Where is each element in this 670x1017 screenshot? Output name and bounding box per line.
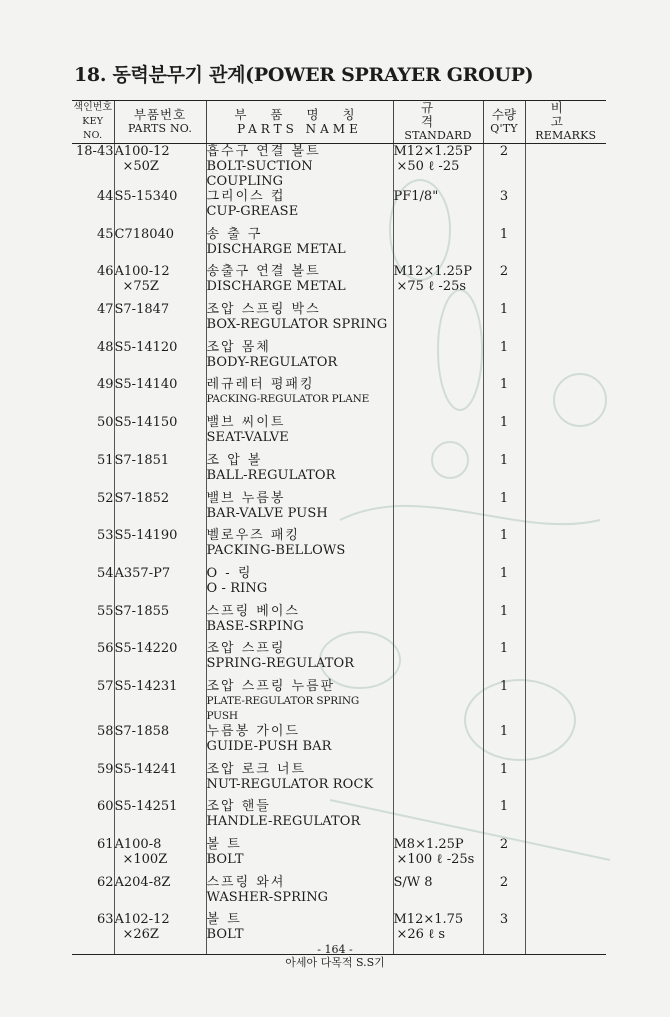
table-row: [72, 566, 606, 604]
parts-name-cell: [206, 144, 393, 190]
parts-no-cell: [114, 340, 206, 378]
parts-no-cell: [114, 377, 206, 415]
header-standard: 규 격 STANDARD: [393, 101, 483, 144]
key-no: 56: [96, 641, 114, 657]
part-name-english: PACKING-REGULATOR PLANE: [206, 393, 370, 406]
parts-no-cell: [114, 875, 206, 913]
qty: 1: [499, 490, 509, 506]
key-no-cell: [72, 189, 114, 227]
page-footer: [0, 943, 670, 969]
header-parts-name: 부 품 명 칭 PARTS NAME: [206, 101, 393, 144]
parts-name-cell: [206, 837, 393, 875]
parts-no-cell: [114, 227, 206, 265]
header-qty: 수량 Q'TY: [483, 101, 525, 144]
part-name-english: PACKING-BELLOWS: [206, 543, 346, 559]
parts-no-cell: [114, 491, 206, 529]
part-name-english: WASHER-SPRING: [206, 889, 329, 905]
parts-no-cell: [114, 453, 206, 491]
part-name-korean: 벨로우즈 패킹: [206, 528, 300, 544]
key-no-cell: [72, 227, 114, 265]
qty-cell: [483, 491, 525, 529]
standard-cell: [393, 144, 483, 190]
parts-no: S5-14150: [114, 415, 178, 431]
part-name-english: BASE-SRPING: [206, 618, 304, 634]
part-name-english: DISCHARGE METAL: [206, 279, 346, 295]
standard-spec: M12×1.25P: [393, 264, 472, 280]
qty: 1: [499, 565, 509, 581]
table-row: [72, 415, 606, 453]
parts-name-cell: [206, 415, 393, 453]
parts-no: A100-8: [114, 837, 162, 852]
qty: 2: [499, 264, 509, 280]
key-no: 48: [96, 339, 114, 355]
standard-cell: [393, 724, 483, 762]
parts-no-cell: [114, 641, 206, 679]
qty-cell: [483, 415, 525, 453]
part-name-korean: 스프링 와셔: [206, 874, 286, 890]
part-name-korean: 볼 트: [206, 912, 242, 928]
remarks-cell: [525, 604, 606, 642]
key-no-cell: [72, 377, 114, 415]
standard-cell: [393, 679, 483, 724]
qty: 1: [499, 226, 509, 242]
remarks-cell: [525, 189, 606, 227]
standard-cell: [393, 377, 483, 415]
qty: 1: [499, 377, 509, 393]
part-name-english: SEAT-VALVE: [206, 430, 289, 446]
qty-cell: [483, 566, 525, 604]
part-name-english: PLATE-REGULATOR SPRING PUSH: [206, 694, 360, 722]
part-name-korean: 레규레터 평패킹: [206, 377, 315, 393]
qty-cell: [483, 875, 525, 913]
key-no: 57: [96, 678, 114, 694]
parts-no: S7-1855: [114, 603, 170, 619]
parts-name-cell: [206, 491, 393, 529]
key-no-cell: [72, 340, 114, 378]
parts-no-cell: [114, 762, 206, 800]
standard-spec: M12×1.75: [393, 912, 464, 928]
standard-spec: PF1/8": [393, 189, 439, 204]
table-row: [72, 762, 606, 800]
qty: 1: [499, 761, 509, 777]
part-name-english: BOLT: [206, 852, 244, 867]
part-name-english: BOX-REGULATOR SPRING: [206, 317, 388, 333]
qty-cell: [483, 144, 525, 190]
qty-cell: [483, 724, 525, 762]
key-no-cell: [72, 679, 114, 724]
parts-no-cell: [114, 144, 206, 190]
key-no-cell: [72, 264, 114, 302]
parts-name-cell: [206, 528, 393, 566]
remarks-cell: [525, 837, 606, 875]
key-no-cell: [72, 415, 114, 453]
standard-cell: [393, 302, 483, 340]
header-parts-no: 부품번호 PARTS NO.: [114, 101, 206, 144]
qty-cell: [483, 302, 525, 340]
part-name-english: BOLT: [206, 927, 244, 943]
standard-cell: [393, 415, 483, 453]
key-no: 44: [96, 189, 114, 204]
part-name-english: O - RING: [206, 580, 268, 596]
key-no: 50: [96, 415, 114, 431]
parts-name-cell: [206, 377, 393, 415]
table-row: [72, 875, 606, 913]
remarks-cell: [525, 377, 606, 415]
parts-name-cell: [206, 724, 393, 762]
parts-no: S5-14231: [114, 678, 178, 694]
key-no: 54: [96, 565, 114, 581]
parts-no-cell: [114, 264, 206, 302]
qty: 1: [499, 415, 509, 431]
qty: 1: [499, 723, 509, 739]
key-no: 49: [96, 377, 114, 393]
remarks-cell: [525, 528, 606, 566]
qty-cell: [483, 264, 525, 302]
qty: 1: [499, 528, 509, 544]
page-number: - 164 -: [317, 943, 353, 956]
key-no-cell: [72, 604, 114, 642]
table-row: [72, 528, 606, 566]
part-name-korean: 흡수구 연결 볼트: [206, 144, 321, 159]
table-row: [72, 724, 606, 762]
part-name-korean: 조압 스프링 박스: [206, 302, 321, 318]
qty: 1: [499, 452, 509, 468]
standard-cell: [393, 227, 483, 265]
key-no-cell: [72, 875, 114, 913]
part-name-english: BALL-REGULATOR: [206, 467, 336, 483]
part-name-korean: 그리이스 컵: [206, 189, 286, 204]
parts-name-cell: [206, 566, 393, 604]
parts-no: C718040: [114, 226, 175, 242]
page-title: 18. 동력분무기 관계(POWER SPRAYER GROUP): [74, 64, 534, 86]
table-row: [72, 453, 606, 491]
key-no-cell: [72, 144, 114, 190]
standard-cell: [393, 641, 483, 679]
parts-table: [72, 100, 606, 955]
parts-no-cell: [114, 724, 206, 762]
table-row: [72, 641, 606, 679]
part-name-korean: 송출구 연결 볼트: [206, 264, 321, 280]
part-name-korean: 밸브 씨이트: [206, 415, 286, 431]
parts-name-cell: [206, 189, 393, 227]
qty-cell: [483, 189, 525, 227]
remarks-cell: [525, 453, 606, 491]
qty: 1: [499, 603, 509, 619]
key-no-cell: [72, 837, 114, 875]
key-no-cell: [72, 724, 114, 762]
standard-cell: [393, 340, 483, 378]
key-no: 18-43: [76, 144, 114, 159]
key-no: 55: [96, 603, 114, 619]
part-name-korean: 밸브 누름봉: [206, 490, 286, 506]
key-no-cell: [72, 453, 114, 491]
qty-cell: [483, 679, 525, 724]
key-no-cell: [72, 566, 114, 604]
parts-no-cell: [114, 528, 206, 566]
table-header-row: [72, 101, 606, 144]
standard-cell: [393, 491, 483, 529]
qty-cell: [483, 227, 525, 265]
remarks-cell: [525, 227, 606, 265]
parts-name-cell: [206, 264, 393, 302]
remarks-cell: [525, 724, 606, 762]
parts-name-cell: [206, 302, 393, 340]
table-row: [72, 491, 606, 529]
parts-no: S5-14241: [114, 761, 178, 777]
qty-cell: [483, 340, 525, 378]
parts-name-cell: [206, 762, 393, 800]
parts-name-cell: [206, 679, 393, 724]
qty: 1: [499, 678, 509, 694]
qty-cell: [483, 453, 525, 491]
parts-no: A100-12: [114, 264, 170, 280]
key-no-cell: [72, 491, 114, 529]
parts-no-cell: [114, 415, 206, 453]
parts-name-cell: [206, 604, 393, 642]
part-name-english: BOLT-SUCTION COUPLING: [206, 159, 313, 189]
table-row: [72, 264, 606, 302]
key-no-cell: [72, 762, 114, 800]
parts-no: S5-14251: [114, 799, 178, 815]
parts-no: S7-1851: [114, 452, 170, 468]
qty: 2: [499, 144, 509, 159]
qty-cell: [483, 837, 525, 875]
key-no: 62: [96, 874, 114, 890]
part-name-korean: O - 링: [206, 565, 253, 581]
qty: 3: [499, 189, 509, 204]
standard-cell: [393, 762, 483, 800]
parts-no: S7-1852: [114, 490, 170, 506]
parts-no-cell: [114, 604, 206, 642]
part-name-korean: 조압 스프링: [206, 641, 286, 657]
key-no: 51: [96, 452, 114, 468]
standard-spec-line2: ×50 ℓ -25: [396, 159, 460, 174]
table-row: [72, 144, 606, 190]
qty: 2: [499, 874, 509, 890]
qty-cell: [483, 641, 525, 679]
part-name-english: NUT-REGULATOR ROCK: [206, 776, 374, 792]
key-no-cell: [72, 641, 114, 679]
table-row: [72, 227, 606, 265]
parts-no-cell: [114, 189, 206, 227]
part-name-english: CUP-GREASE: [206, 204, 299, 219]
standard-spec: M8×1.25P: [393, 837, 464, 852]
parts-name-cell: [206, 340, 393, 378]
parts-name-cell: [206, 641, 393, 679]
remarks-cell: [525, 641, 606, 679]
parts-no: S5-14120: [114, 339, 178, 355]
table-row: [72, 340, 606, 378]
qty: 3: [499, 912, 509, 928]
standard-spec-line2: ×100 ℓ -25s: [396, 852, 475, 867]
standard-spec-line2: ×26 ℓ s: [396, 927, 446, 943]
key-no: 58: [96, 723, 114, 739]
standard-cell: [393, 453, 483, 491]
parts-no: S5-15340: [114, 189, 178, 204]
header-key-no: 색인번호 KEY NO.: [72, 101, 114, 144]
parts-no: S5-14140: [114, 377, 178, 393]
part-name-english: BODY-REGULATOR: [206, 354, 338, 370]
parts-name-cell: [206, 799, 393, 837]
key-no: 63: [96, 912, 114, 928]
qty-cell: [483, 528, 525, 566]
qty-cell: [483, 604, 525, 642]
qty: 2: [499, 837, 509, 852]
standard-spec: S/W 8: [393, 874, 433, 890]
part-name-english: SPRING-REGULATOR: [206, 656, 355, 672]
standard-cell: [393, 528, 483, 566]
key-no: 61: [96, 837, 114, 852]
part-name-korean: 조압 핸들: [206, 799, 271, 815]
parts-no: A100-12: [114, 144, 170, 159]
part-name-korean: 조압 로크 너트: [206, 761, 307, 777]
qty-cell: [483, 377, 525, 415]
qty: 1: [499, 641, 509, 657]
part-name-korean: 송 출 구: [206, 226, 263, 242]
part-name-english: HANDLE-REGULATOR: [206, 814, 361, 830]
part-name-korean: 볼 트: [206, 837, 242, 852]
parts-name-cell: [206, 453, 393, 491]
standard-cell: [393, 604, 483, 642]
standard-spec-line2: ×75 ℓ -25s: [396, 279, 467, 295]
remarks-cell: [525, 491, 606, 529]
part-name-korean: 조압 스프링 누름판: [206, 678, 336, 694]
standard-cell: [393, 799, 483, 837]
part-name-korean: 조압 몸체: [206, 339, 271, 355]
parts-no: S7-1858: [114, 723, 170, 739]
remarks-cell: [525, 415, 606, 453]
standard-cell: [393, 837, 483, 875]
part-name-english: BAR-VALVE PUSH: [206, 505, 328, 521]
key-no: 60: [96, 799, 114, 815]
parts-no-cell: [114, 837, 206, 875]
parts-no-suffix: ×50Z: [122, 159, 159, 174]
parts-no-cell: [114, 566, 206, 604]
key-no: 47: [96, 302, 114, 318]
key-no: 59: [96, 761, 114, 777]
table-row: [72, 302, 606, 340]
table-row: [72, 189, 606, 227]
parts-name-cell: [206, 875, 393, 913]
key-no-cell: [72, 528, 114, 566]
part-name-korean: 스프링 베이스: [206, 603, 300, 619]
remarks-cell: [525, 799, 606, 837]
qty-cell: [483, 799, 525, 837]
remarks-cell: [525, 679, 606, 724]
table-row: [72, 837, 606, 875]
key-no-cell: [72, 799, 114, 837]
parts-no: S5-14190: [114, 528, 178, 544]
table-row: [72, 679, 606, 724]
remarks-cell: [525, 302, 606, 340]
standard-spec: M12×1.25P: [393, 144, 472, 159]
parts-no-suffix: ×75Z: [122, 279, 159, 295]
table-row: [72, 799, 606, 837]
parts-no: S5-14220: [114, 641, 178, 657]
parts-name-cell: [206, 227, 393, 265]
remarks-cell: [525, 566, 606, 604]
parts-no-suffix: ×100Z: [122, 852, 168, 867]
header-remarks: 비 고 REMARKS: [525, 101, 606, 144]
parts-no: A357-P7: [114, 565, 171, 581]
remarks-cell: [525, 144, 606, 190]
parts-no: A204-8Z: [114, 874, 171, 890]
part-name-english: GUIDE-PUSH BAR: [206, 738, 332, 754]
part-name-english: DISCHARGE METAL: [206, 241, 346, 257]
qty-cell: [483, 762, 525, 800]
parts-no: A102-12: [114, 912, 170, 928]
key-no-cell: [72, 302, 114, 340]
remarks-cell: [525, 340, 606, 378]
qty: 1: [499, 799, 509, 815]
key-no: 46: [96, 264, 114, 280]
key-no: 53: [96, 528, 114, 544]
part-name-korean: 조 압 볼: [206, 452, 263, 468]
key-no: 45: [96, 226, 114, 242]
remarks-cell: [525, 875, 606, 913]
part-name-korean: 누름봉 가이드: [206, 723, 300, 739]
remarks-cell: [525, 762, 606, 800]
parts-no: S7-1847: [114, 302, 170, 318]
book-title: 아세아 다목적 S.S기: [285, 956, 385, 969]
qty: 1: [499, 302, 509, 318]
standard-cell: [393, 264, 483, 302]
parts-no-suffix: ×26Z: [122, 927, 159, 943]
standard-cell: [393, 189, 483, 227]
standard-cell: [393, 566, 483, 604]
parts-no-cell: [114, 679, 206, 724]
table-row: [72, 377, 606, 415]
standard-cell: [393, 875, 483, 913]
key-no: 52: [96, 490, 114, 506]
table-row: [72, 604, 606, 642]
remarks-cell: [525, 264, 606, 302]
parts-no-cell: [114, 799, 206, 837]
qty: 1: [499, 339, 509, 355]
parts-no-cell: [114, 302, 206, 340]
